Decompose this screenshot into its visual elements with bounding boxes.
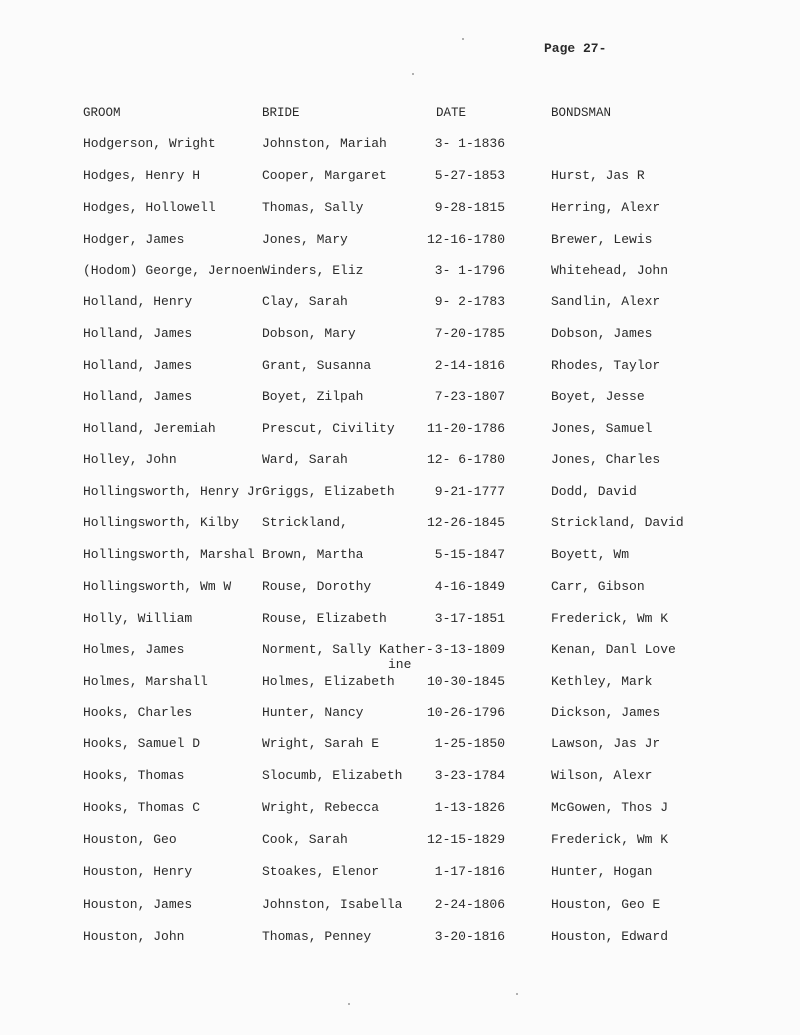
date-cell: 10-26-1796 (426, 705, 505, 720)
table-row (0, 675, 800, 695)
groom-cell: (Hodom) George, Jernoen (83, 263, 263, 278)
bondsman-cell: McGowen, Thos J (551, 800, 669, 815)
bondsman-cell: Jones, Charles (551, 452, 661, 467)
bride-cell: Cooper, Margaret (262, 168, 387, 183)
date-cell: 2-24-1806 (434, 897, 505, 912)
date-cell: 3-13-1809 (434, 642, 505, 657)
header-groom: GROOM (83, 106, 121, 120)
bondsman-cell: Lawson, Jas Jr (551, 736, 661, 751)
paper-speck (516, 993, 518, 995)
date-cell: 9-28-1815 (434, 200, 505, 215)
groom-cell: Holland, Jeremiah (83, 421, 216, 436)
groom-cell: Hollingsworth, Kilby (83, 515, 240, 530)
bride-cell: Jones, Mary (262, 232, 348, 247)
bride-cell: Prescut, Civility (262, 421, 395, 436)
bondsman-cell: Jones, Samuel (551, 421, 653, 436)
bride-cell: Holmes, Elizabeth (262, 674, 395, 689)
table-row (0, 485, 800, 505)
date-cell: 5-15-1847 (434, 547, 505, 562)
bondsman-cell: Carr, Gibson (551, 579, 645, 594)
groom-cell: Hooks, Charles (83, 705, 193, 720)
table-row (0, 233, 800, 253)
table-row (0, 801, 800, 821)
date-cell: 12- 6-1780 (426, 452, 505, 467)
table-row (0, 580, 800, 600)
bride-cell: Thomas, Sally (262, 200, 364, 215)
groom-cell: Holmes, Marshall (83, 674, 208, 689)
date-cell: 1-17-1816 (434, 864, 505, 879)
table-row (0, 706, 800, 726)
header-bondsman: BONDSMAN (551, 106, 612, 120)
date-cell: 12-16-1780 (426, 232, 505, 247)
groom-cell: Houston, John (83, 929, 185, 944)
bondsman-cell: Houston, Geo E (551, 897, 661, 912)
bride-cell: Wright, Sarah E (262, 736, 380, 751)
table-row (0, 612, 800, 632)
date-cell: 3- 1-1836 (434, 136, 505, 151)
date-cell: 7-20-1785 (434, 326, 505, 341)
date-cell: 3- 1-1796 (434, 263, 505, 278)
bride-cell: Ward, Sarah (262, 452, 348, 467)
groom-cell: Hollingsworth, Wm W (83, 579, 232, 594)
bride-cell: Slocumb, Elizabeth (262, 768, 403, 783)
bondsman-cell: Sandlin, Alexr (551, 294, 661, 309)
groom-cell: Hodges, Henry H (83, 168, 201, 183)
bondsman-cell: Frederick, Wm K (551, 611, 669, 626)
date-cell: 7-23-1807 (434, 389, 505, 404)
table-row (0, 737, 800, 757)
bondsman-cell: Boyet, Jesse (551, 389, 645, 404)
table-row (0, 898, 800, 918)
bride-cell: Brown, Martha (262, 547, 364, 562)
groom-cell: Holly, William (83, 611, 193, 626)
date-cell: 11-20-1786 (426, 421, 505, 436)
bondsman-cell: Wilson, Alexr (551, 768, 653, 783)
date-cell: 9- 2-1783 (434, 294, 505, 309)
table-row (0, 930, 800, 950)
bondsman-cell: Kenan, Danl Love (551, 642, 676, 657)
bride-cell: Norment, Sally Kather- (262, 642, 434, 657)
bride-cell: Strickland, (262, 515, 348, 530)
bondsman-cell: Rhodes, Taylor (551, 358, 661, 373)
date-cell: 3-20-1816 (434, 929, 505, 944)
header-bride: BRIDE (262, 106, 300, 120)
bondsman-cell: Whitehead, John (551, 263, 669, 278)
table-row (0, 453, 800, 473)
groom-cell: Houston, Henry (83, 864, 193, 879)
bride-cell: Thomas, Penney (262, 929, 372, 944)
table-row (0, 327, 800, 347)
table-row (0, 516, 800, 536)
groom-cell: Hooks, Samuel D (83, 736, 201, 751)
table-row (0, 769, 800, 789)
bride-cell-continuation: ine (388, 657, 412, 672)
groom-cell: Holmes, James (83, 642, 185, 657)
date-cell: 12-15-1829 (426, 832, 505, 847)
date-cell: 5-27-1853 (434, 168, 505, 183)
table-row (0, 833, 800, 853)
bride-cell: Boyet, Zilpah (262, 389, 364, 404)
bride-cell: Cook, Sarah (262, 832, 348, 847)
bride-cell: Dobson, Mary (262, 326, 356, 341)
groom-cell: Hollingsworth, Marshal (83, 547, 255, 562)
bride-cell: Johnston, Isabella (262, 897, 403, 912)
bondsman-cell: Houston, Edward (551, 929, 669, 944)
header-date: DATE (436, 106, 467, 120)
table-row (0, 422, 800, 442)
paper-speck (412, 73, 414, 75)
bondsman-cell: Boyett, Wm (551, 547, 630, 562)
bondsman-cell: Kethley, Mark (551, 674, 653, 689)
table-row (0, 137, 800, 157)
bride-cell: Rouse, Dorothy (262, 579, 372, 594)
date-cell: 1-13-1826 (434, 800, 505, 815)
table-row (0, 264, 800, 284)
date-cell: 3-23-1784 (434, 768, 505, 783)
bondsman-cell: Brewer, Lewis (551, 232, 653, 247)
table-row (0, 295, 800, 315)
groom-cell: Houston, Geo (83, 832, 177, 847)
groom-cell: Hodger, James (83, 232, 185, 247)
page-number: Page 27- (544, 41, 607, 56)
paper-speck (462, 38, 464, 40)
bride-cell: Stoakes, Elenor (262, 864, 380, 879)
table-row (0, 390, 800, 410)
bride-cell: Wright, Rebecca (262, 800, 380, 815)
bride-cell: Hunter, Nancy (262, 705, 364, 720)
groom-cell: Hodgerson, Wright (83, 136, 216, 151)
table-row (0, 642, 800, 672)
groom-cell: Holley, John (83, 452, 177, 467)
date-cell: 1-25-1850 (434, 736, 505, 751)
bondsman-cell: Herring, Alexr (551, 200, 661, 215)
table-row (0, 548, 800, 568)
date-cell: 4-16-1849 (434, 579, 505, 594)
bondsman-cell: Hurst, Jas R (551, 168, 645, 183)
groom-cell: Holland, James (83, 326, 193, 341)
groom-cell: Holland, Henry (83, 294, 193, 309)
groom-cell: Holland, James (83, 389, 193, 404)
date-cell: 3-17-1851 (434, 611, 505, 626)
groom-cell: Hooks, Thomas (83, 768, 185, 783)
bondsman-cell: Frederick, Wm K (551, 832, 669, 847)
groom-cell: Houston, James (83, 897, 193, 912)
bride-cell: Griggs, Elizabeth (262, 484, 395, 499)
table-row (0, 865, 800, 885)
groom-cell: Hollingsworth, Henry Jr (83, 484, 263, 499)
table-row (0, 169, 800, 189)
bondsman-cell: Dodd, David (551, 484, 637, 499)
groom-cell: Holland, James (83, 358, 193, 373)
date-cell: 9-21-1777 (434, 484, 505, 499)
bondsman-cell: Dobson, James (551, 326, 653, 341)
groom-cell: Hooks, Thomas C (83, 800, 201, 815)
bride-cell: Johnston, Mariah (262, 136, 387, 151)
bondsman-cell: Dickson, James (551, 705, 661, 720)
bride-cell: Grant, Susanna (262, 358, 372, 373)
date-cell: 2-14-1816 (434, 358, 505, 373)
groom-cell: Hodges, Hollowell (83, 200, 216, 215)
bride-cell: Rouse, Elizabeth (262, 611, 387, 626)
table-row (0, 359, 800, 379)
paper-speck (348, 1003, 350, 1005)
table-row (0, 201, 800, 221)
date-cell: 12-26-1845 (426, 515, 505, 530)
bondsman-cell: Hunter, Hogan (551, 864, 653, 879)
bride-cell: Winders, Eliz (262, 263, 364, 278)
date-cell: 10-30-1845 (426, 674, 505, 689)
bondsman-cell: Strickland, David (551, 515, 684, 530)
bride-cell: Clay, Sarah (262, 294, 348, 309)
